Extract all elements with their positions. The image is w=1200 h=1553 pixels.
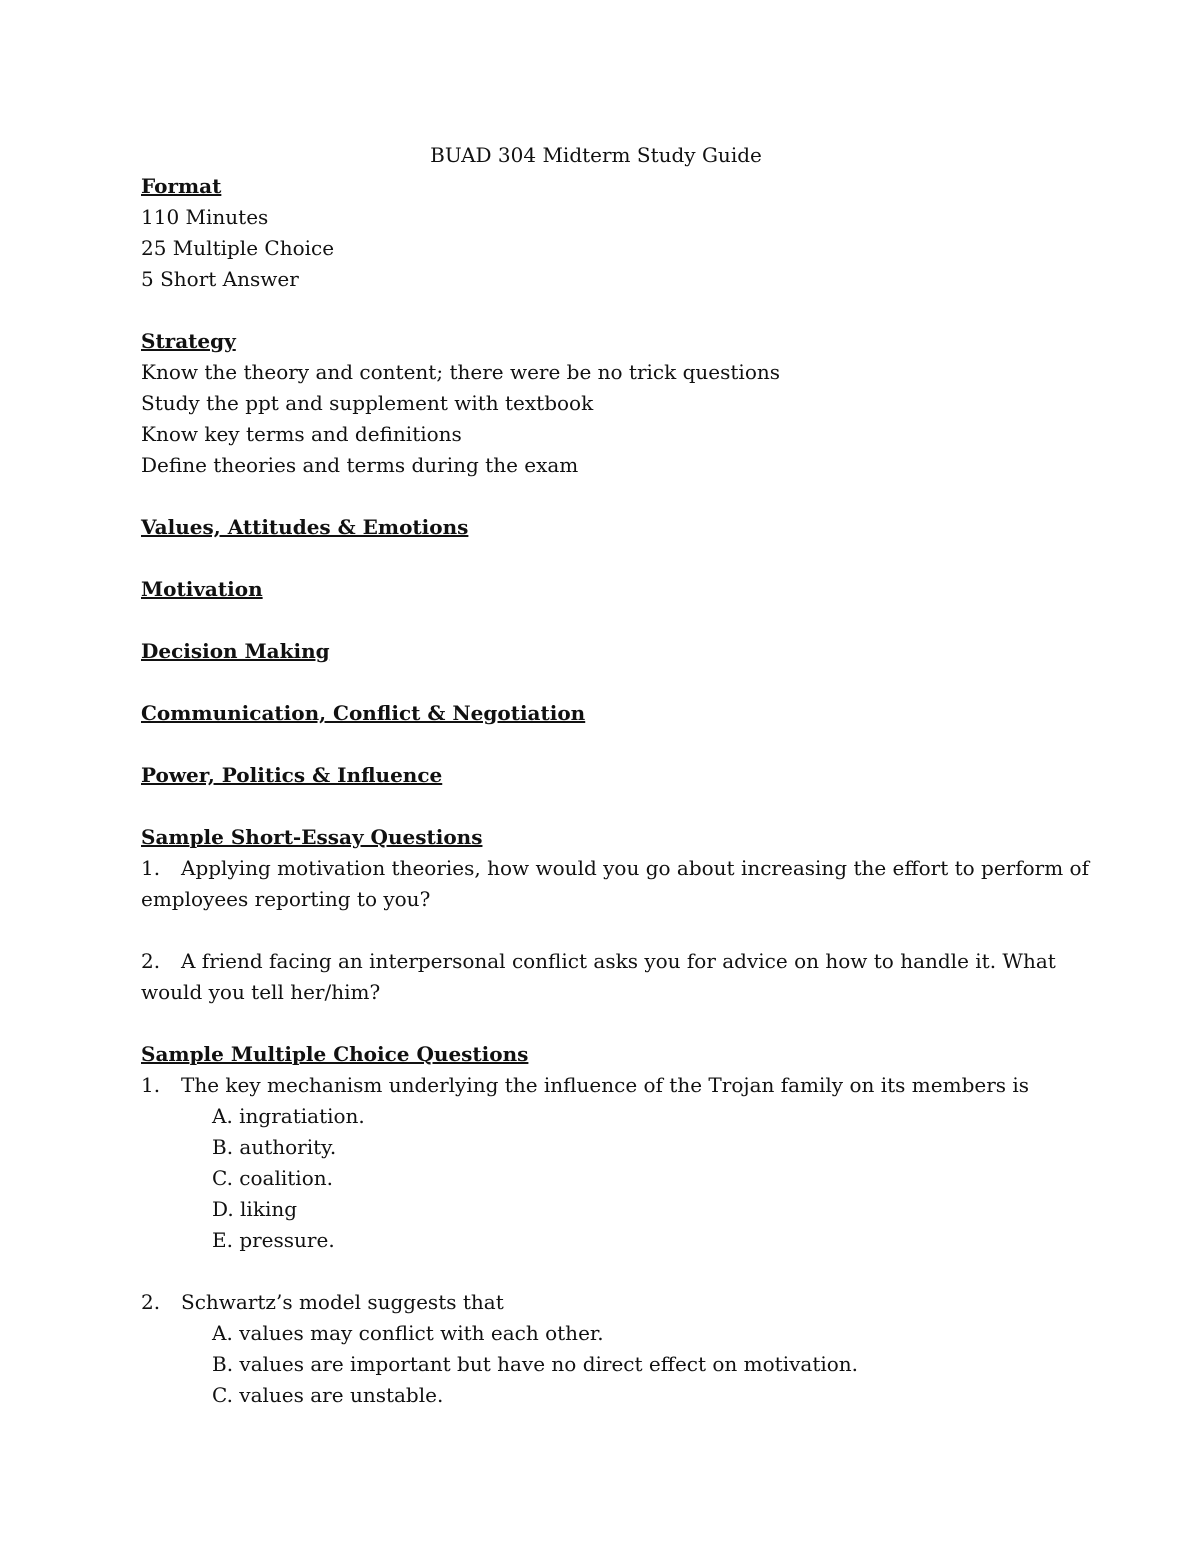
page-title: BUAD 304 Midterm Study Guide: [430, 143, 762, 167]
question-number: 1.: [141, 856, 161, 880]
answer-option: D. liking: [212, 1197, 298, 1221]
question-text-continued: employees reporting to you?: [141, 887, 431, 911]
spacer: [141, 481, 1051, 512]
question-text: A friend facing an interpersonal conflict asks you for advice on how to handle it. What: [181, 949, 1056, 973]
spacer: [141, 729, 1051, 760]
strategy-item: Define theories and terms during the exam: [141, 453, 579, 477]
question-text: Applying motivation theories, how would you go about increasing the effort to perform of: [181, 856, 1089, 880]
multiple-choice-heading: Sample Multiple Choice Questions: [141, 1042, 529, 1066]
spacer: [141, 667, 1051, 698]
question-text: Schwartz’s model suggests that: [181, 1290, 504, 1314]
spacer: [141, 791, 1051, 822]
spacer: [141, 543, 1051, 574]
spacer: [141, 1008, 1051, 1039]
question-number: 2.: [141, 1290, 161, 1314]
question-number: 1.: [141, 1073, 161, 1097]
spacer: [141, 605, 1051, 636]
document-page: [141, 140, 1089, 1411]
answer-option: B. authority.: [212, 1135, 337, 1159]
answer-option: A. ingratiation.: [212, 1104, 365, 1128]
topic-heading-communication: Communication, Conflict & Negotiation: [141, 701, 586, 725]
spacer: [141, 1256, 1051, 1287]
short-essay-heading: Sample Short-Essay Questions: [141, 825, 483, 849]
answer-option: A. values may conflict with each other.: [212, 1321, 604, 1345]
topic-heading-motivation: Motivation: [141, 577, 263, 601]
strategy-heading: Strategy: [141, 329, 236, 353]
topic-heading-decision-making: Decision Making: [141, 639, 330, 663]
strategy-item: Know the theory and content; there were be no trick questions: [141, 360, 781, 384]
short-essay-question: [141, 853, 1089, 884]
topic-heading-power: Power, Politics & Influence: [141, 763, 443, 787]
answer-option: C. values are unstable.: [212, 1383, 444, 1407]
topic-heading-values: Values, Attitudes & Emotions: [141, 515, 469, 539]
answer-option: E. pressure.: [212, 1228, 335, 1252]
format-item: 5 Short Answer: [141, 267, 299, 291]
question-number: 2.: [141, 949, 161, 973]
question-text-continued: would you tell her/him?: [141, 980, 381, 1004]
format-item: 110 Minutes: [141, 205, 269, 229]
question-text: The key mechanism underlying the influence of the Trojan family on its members is: [181, 1073, 1030, 1097]
multiple-choice-question: [141, 1070, 1051, 1101]
answer-option: C. coalition.: [212, 1166, 333, 1190]
spacer: [141, 295, 1051, 326]
format-heading: Format: [141, 174, 222, 198]
strategy-item: Know key terms and definitions: [141, 422, 462, 446]
format-item: 25 Multiple Choice: [141, 236, 335, 260]
spacer: [141, 915, 1051, 946]
answer-option: B. values are important but have no direct effect on motivation.: [212, 1352, 859, 1376]
strategy-item: Study the ppt and supplement with textbook: [141, 391, 594, 415]
short-essay-question: [141, 946, 1056, 977]
multiple-choice-question: [141, 1287, 1051, 1318]
